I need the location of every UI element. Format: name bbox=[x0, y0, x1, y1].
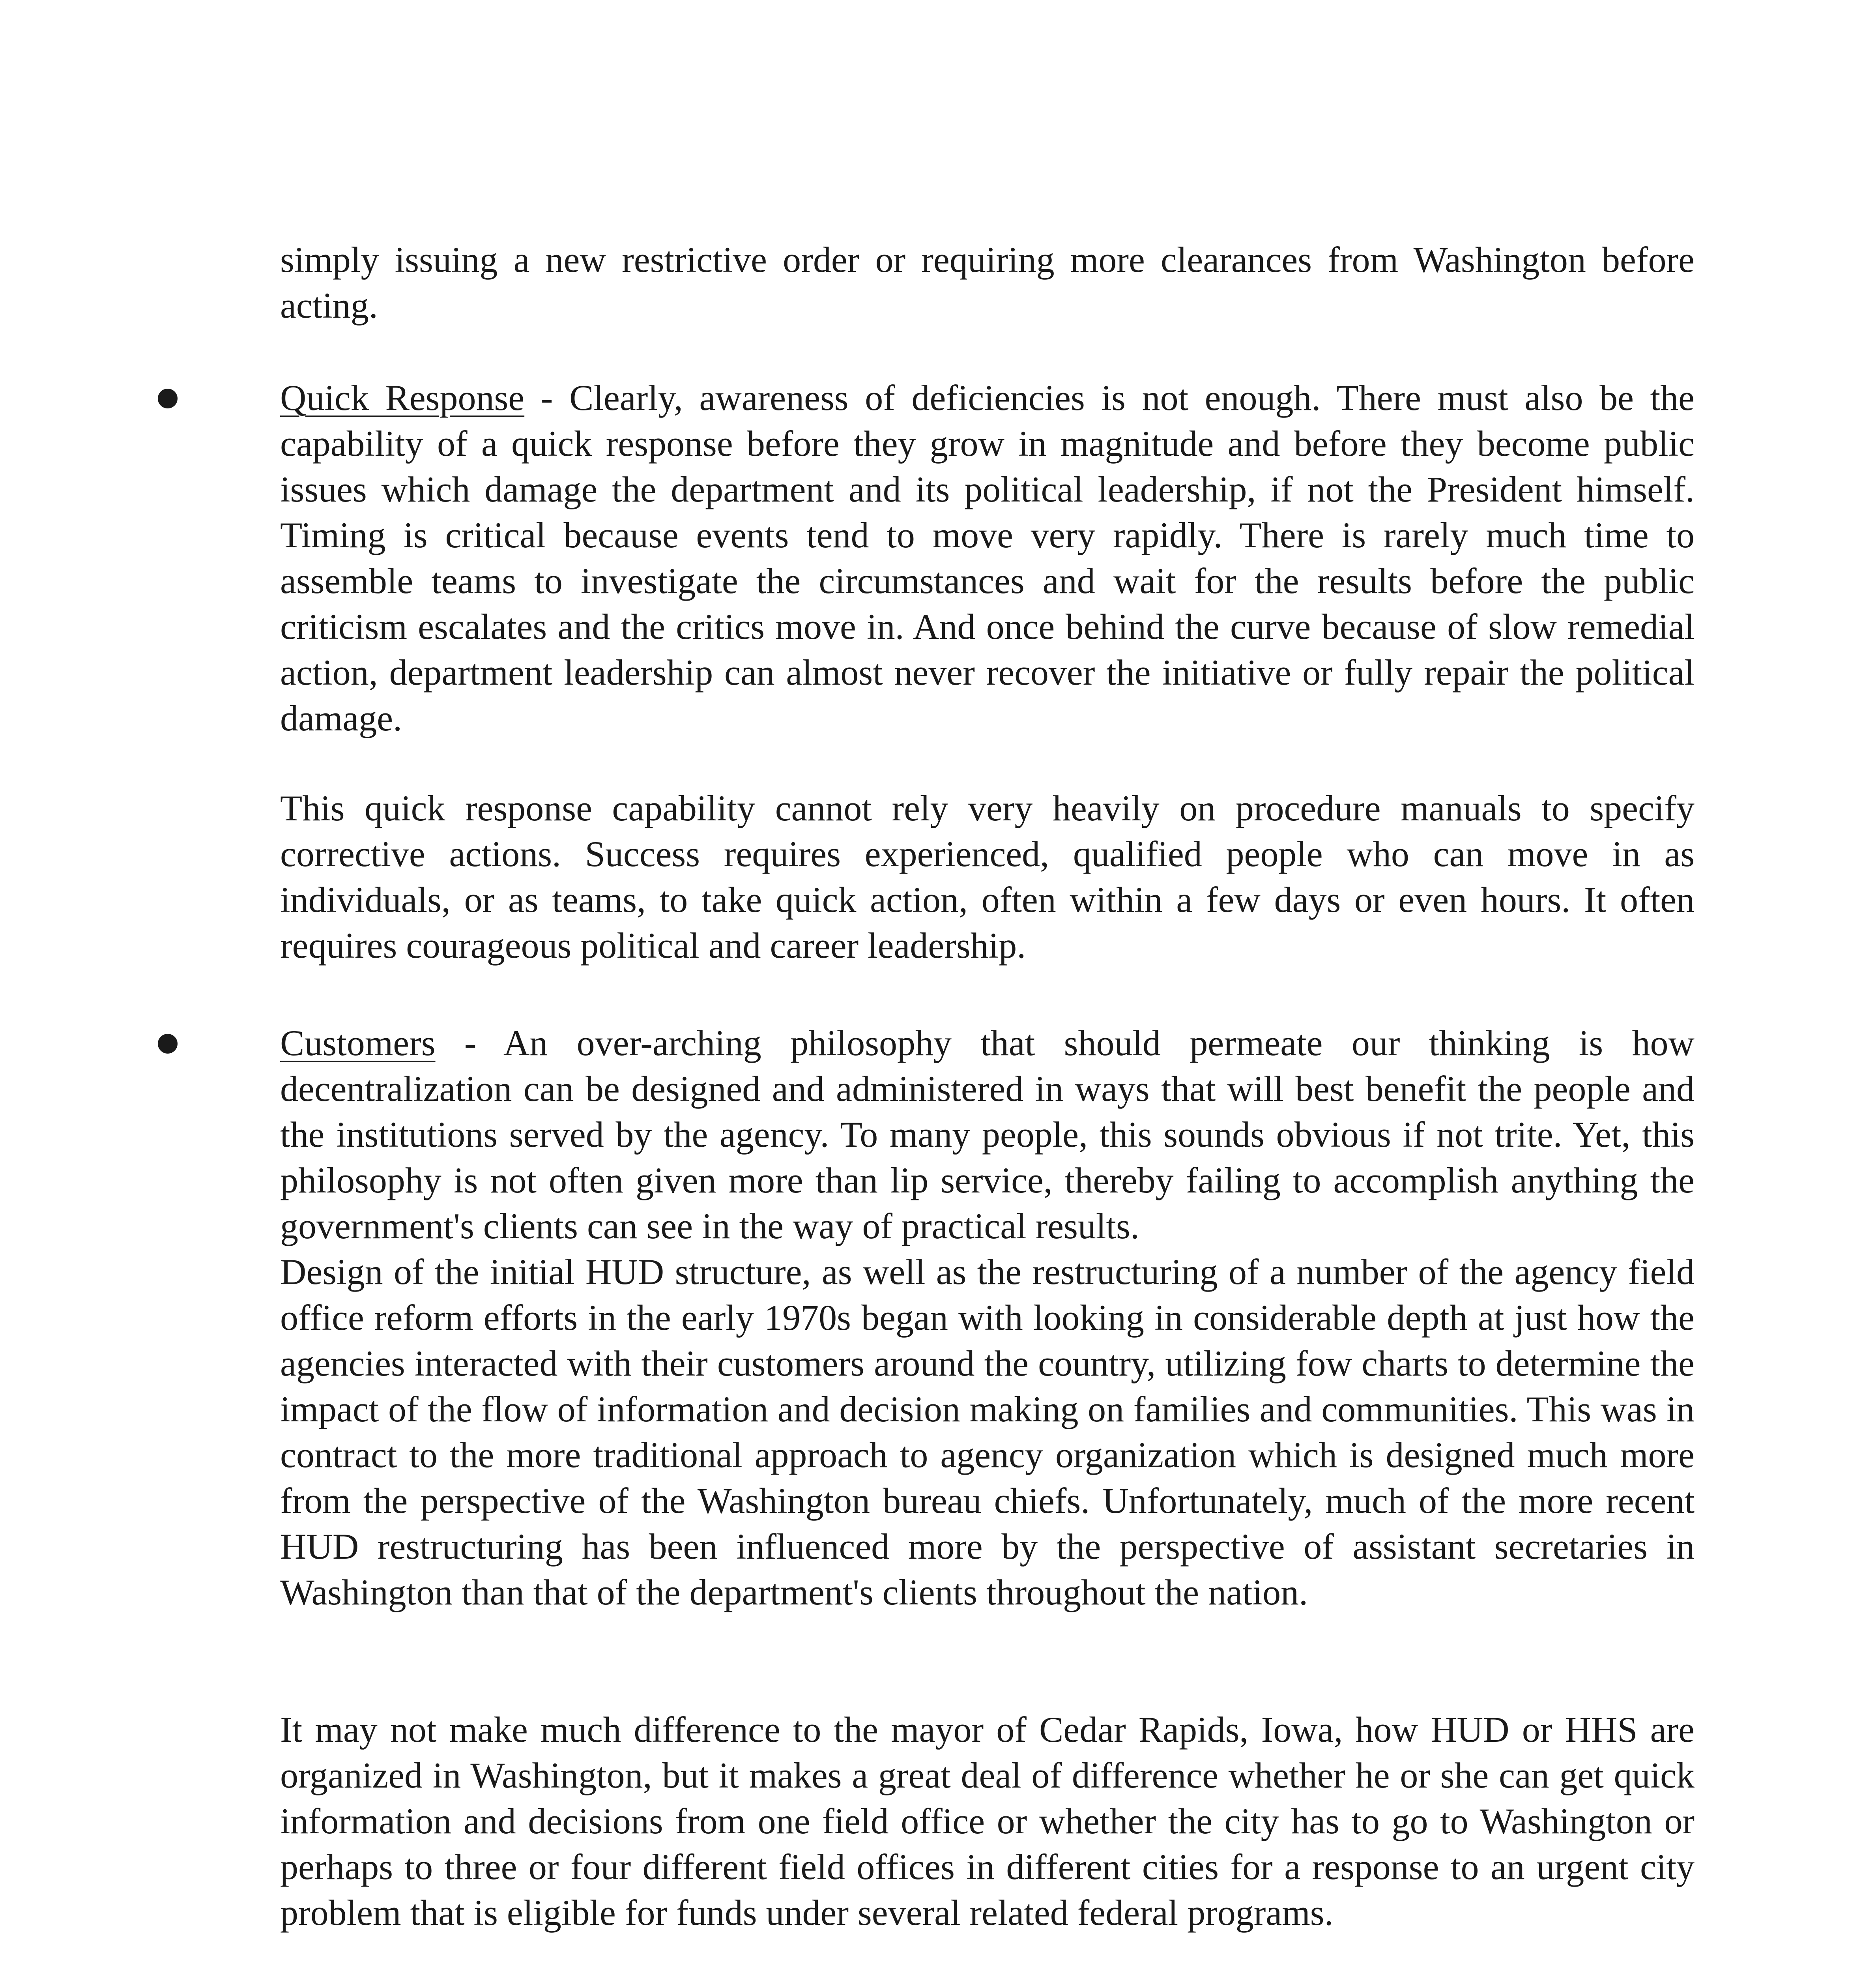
customers-body-continued: Design of the initial HUD structure, as well as the restructuring of a number of the agency field office reform efforts in the early 1970s began with looking in considerable depth at just how the agencies interacted with their customers around the country, utilizing fow charts to determine the impact of the flow of information and decision making on families and communities. This was in contract to the more traditional approach to agency organization which is designed much more from the perspective of the Washington bureau chiefs. Unfortunately, much of the more recent HUD restructuring has been influenced more by the perspective of assistant secretaries in Washington than that of the department's clients throughout the nation. bbox=[280, 1252, 1695, 1612]
bullet-quick-response bbox=[158, 389, 178, 408]
quick-response-heading: Quick Response bbox=[280, 378, 525, 418]
customers-paragraph bbox=[280, 1020, 1695, 1249]
quick-response-separator: - bbox=[524, 378, 570, 418]
quick-response-followup: This quick response capability cannot rely very heavily on procedure manuals to specify corrective actions. Success requires experienced, qualified people who can move in as individuals, or as teams, to take quick action, often within a few days or even hours. It often requires courageous political and career leadership. bbox=[280, 788, 1695, 966]
customers-separator: - bbox=[435, 1023, 503, 1063]
bullet-customers bbox=[158, 1034, 178, 1054]
quick-response-body: Clearly, awareness of deficiencies is not enough. There must also be the capability of a quick response before they grow in magnitude and before they become public issues which damage the department and its political leadership, if not the President himself. Timing is critical because events tend to move very rapidly. There is rarely much time to assemble teams to investigate the circumstances and wait for the results before the public criticism escalates and the critics move in. And once behind the curve because of slow remedial action, department leadership can almost never recover the initiative or fully repair the political damage. bbox=[280, 378, 1695, 738]
customers-body: An over-arching philosophy that should permeate our thinking is how decentralization can be designed and administered in ways that will best benefit the people and the institutions served by the agency. To many people, this sounds obvious if not trite. Yet, this philosophy is not often given more than lip service, thereby failing to accomplish anything the government's clients can see in the way of practical results. bbox=[280, 1023, 1695, 1246]
quick-response-paragraph bbox=[280, 375, 1695, 741]
continuation-paragraph: simply issuing a new restrictive order or requiring more clearances from Washington before acting. bbox=[280, 240, 1695, 326]
customers-followup: It may not make much difference to the mayor of Cedar Rapids, Iowa, how HUD or HHS are organized in Washington, but it makes a great deal of difference whether he or she can get quick information and decisions from one field office or whether the city has to go to Washington or perhaps to three or four different field offices in different cities for a response to an urgent city problem that is eligible for funds under several related federal programs. bbox=[280, 1709, 1695, 1933]
customers-heading: Customers bbox=[280, 1023, 436, 1063]
